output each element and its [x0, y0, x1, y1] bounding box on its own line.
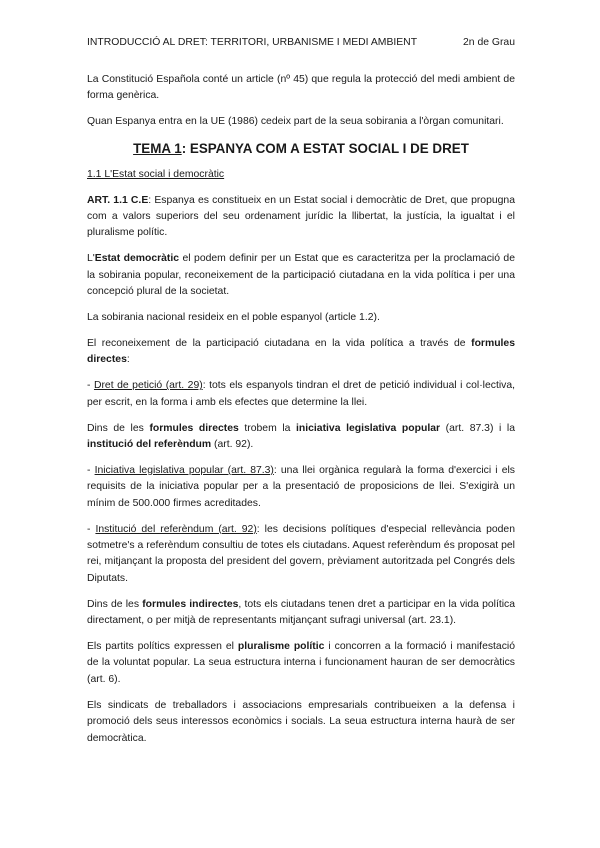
popular-initiative-paragraph: [87, 463, 515, 512]
bold-term: iniciativa legislativa popular: [296, 422, 441, 434]
political-parties-paragraph: [87, 639, 515, 688]
chapter-title: [87, 140, 515, 158]
text-span: Els partits polítics expressen el: [87, 641, 238, 653]
article-text: : Espanya es constitueix en un Estat social i democràtic de Dret, que propugna com a valors superiors del seu ordenament jurídic la llibertat, la justícia, la igualtat i el pluralisme polític.: [87, 194, 515, 239]
indirect-formulas-paragraph: [87, 597, 515, 630]
text-span: :: [126, 354, 130, 366]
petition-right-paragraph: [87, 378, 515, 411]
text-span: : les decisions polítiques d'especial rellevància poden sotmetre's a referèndum consultiu de totes els ciutadans. Aquest referèndum és proposat pel rei, mitjançant la proposta del president del govern, prèviament autoritzada pel Congrés dels Diputats.: [87, 523, 515, 584]
text-span: : una llei orgànica regularà la forma d'exercici i els requisits de la iniciativa popular per a la presentació de proposicions de llei. S'exigirà un mínim de 500.000 firmes acreditades.: [87, 464, 515, 509]
text-span: i concorren a la formació i manifestació de la voluntat popular. La seua estructura interna i funcionament hauran de ser democràtics (art. 6).: [87, 641, 515, 685]
text-span: -: [87, 523, 96, 535]
sovereignty-paragraph: La sobirania nacional resideix en el poble espanyol (article 1.2).: [87, 312, 380, 324]
section-heading: 1.1 L'Estat social i democràtic: [87, 169, 225, 181]
intro-paragraph-2: Quan Espanya entra en la UE (1986) cedeix part de la seua sobirania a l'òrgan comunitari.: [87, 116, 504, 128]
text-span: el podem definir per un Estat que es caracteritza per la proclamació de la sobirania popular, reconeixement de la participació ciutadana en la vida política i per una concepció plural de la societat.: [87, 253, 515, 298]
article-label: ART. 1.1 C.E: [87, 194, 149, 206]
bold-term: institució del referèndum: [87, 439, 212, 450]
text-span: (art. 87.3) i la: [440, 422, 516, 434]
text-span: Dins de les: [87, 598, 143, 610]
grade-label: 2n de Grau: [463, 37, 515, 48]
bold-term: formules indirectes: [142, 598, 239, 610]
referendum-paragraph: [87, 522, 515, 588]
text-span: -: [87, 380, 94, 392]
chapter-number: TEMA 1: [133, 141, 182, 157]
text-span: L': [87, 253, 95, 265]
democratic-state-paragraph: [87, 251, 515, 300]
direct-formulas-paragraph: [87, 421, 515, 454]
bold-term: formules directes: [149, 422, 239, 434]
text-span: -: [87, 464, 95, 476]
text-span: Dins de les: [87, 422, 150, 434]
text-span: (art. 92).: [211, 439, 254, 450]
popular-initiative-label: Iniciativa legislativa popular (art. 87.3): [94, 464, 274, 476]
document-body: [87, 72, 515, 757]
referendum-label: Institució del referèndum (art. 92): [95, 523, 257, 535]
chapter-name: : ESPANYA COM A ESTAT SOCIAL I DE DRET: [181, 141, 469, 157]
text-span: trobem la: [238, 422, 297, 434]
bold-term: pluralisme polític: [237, 641, 325, 653]
direct-formulas-term: formules directes: [87, 337, 515, 366]
article-paragraph: [87, 193, 515, 242]
course-title: INTRODUCCIÓ AL DRET: TERRITORI, URBANISME I MEDI AMBIENT: [87, 37, 418, 48]
democratic-state-term: Estat democràtic: [94, 253, 180, 265]
unions-paragraph: Els sindicats de treballadors i associacions empresarials contribueixen a la defensa i promoció dels seus interessos econòmics i socials. La seua estructura interna haurà de ser democràtica.: [87, 699, 515, 744]
text-span: : tots els espanyols tindran el dret de petició individual i col·lectiva, per escrit, en la forma i amb els efectes que determine la llei.: [87, 380, 516, 408]
recognition-paragraph: [87, 336, 515, 369]
text-span: El reconeixement de la participació ciutadana en la vida política a través de: [87, 337, 472, 349]
page-header: [87, 37, 515, 53]
text-span: , tots els ciutadans tenen dret a participar en la vida política directament, o per mitjà de representants mitjançant sufragi universal (art. 23.1).: [87, 598, 515, 627]
intro-paragraph-1: La Constitució Española conté un article (nº 45) que regula la protecció del medi ambient de forma genèrica.: [87, 74, 515, 102]
petition-right-label: Dret de petició (art. 29): [93, 380, 203, 392]
